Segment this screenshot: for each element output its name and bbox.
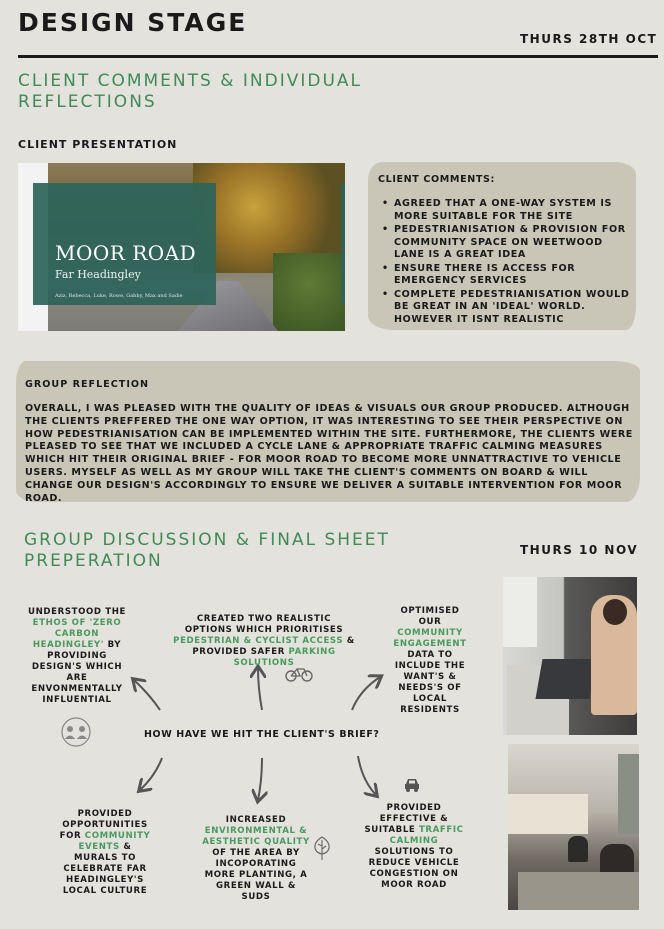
people-icon xyxy=(58,717,94,747)
group-working-photo xyxy=(503,577,637,735)
client-presentation-label: CLIENT PRESENTATION xyxy=(18,138,178,151)
window xyxy=(503,577,537,647)
arrow-to-options xyxy=(258,668,262,710)
node-text: OPTIMISED OUR xyxy=(400,606,460,627)
node-text: UNDERSTOOD THE xyxy=(28,607,126,617)
node-text: PROVIDED EFFECTIVE & SUITABLE xyxy=(364,803,449,835)
node-text: INCREASED xyxy=(225,815,287,825)
slide-title: MOOR ROAD xyxy=(55,241,197,265)
studio-photo xyxy=(508,744,639,910)
section1-heading-line1: CLIENT COMMENTS & INDIVIDUAL xyxy=(18,71,362,91)
car-icon xyxy=(403,777,421,793)
list-item: • COMPLETE PEDESTRIANISATION WOULD BE GREAT IN AN 'IDEAL' WORLD. HOWEVER IT ISNT REALISTIC xyxy=(380,289,630,327)
node-text: BY PROVIDING DESIGN'S WHICH ARE ENVONMENTALLY INFLUENTIAL xyxy=(31,640,123,705)
node-text: SOLUTIONS TO REDUCE VEHICLE CONGESTION ON MOOR ROAD xyxy=(368,847,460,890)
node-highlight: COMMUNITY EVENTS xyxy=(78,831,151,852)
section2-heading-line2: PREPERATION xyxy=(24,551,163,571)
node-text: DATA TO INCLUDE THE WANT'S & NEEDS'S OF LOCAL RESIDENTS xyxy=(394,650,466,715)
arrow-to-traffic xyxy=(358,756,376,795)
laptop xyxy=(535,659,596,699)
node-environment xyxy=(200,815,312,903)
arrow-to-environment xyxy=(258,758,262,800)
arrow-to-events xyxy=(140,758,162,790)
table xyxy=(518,872,639,910)
node-options xyxy=(172,614,356,669)
header-date: THURS 28TH OCT xyxy=(520,32,658,46)
bicycle-icon xyxy=(284,665,314,683)
node-text: & MURALS TO CELEBRATE FAR HEADINGLEY'S LOCAL CULTURE xyxy=(62,842,148,896)
node-ethos xyxy=(26,607,128,706)
node-highlight: PEDESTRIAN & CYCLIST ACCESS xyxy=(173,636,344,646)
pinned-sheets xyxy=(508,794,588,834)
section1-heading-line2: REFLECTIONS xyxy=(18,92,157,112)
list-item: • PEDESTRIANISATION & PROVISION FOR COMMUNITY SPACE ON WEETWOOD LANE IS A GREAT IDEA xyxy=(380,224,630,262)
person-hair xyxy=(603,599,627,625)
node-highlight: COMMUNITY ENGAGEMENT xyxy=(393,628,467,649)
node-highlight: TRAFFIC CALMING xyxy=(389,825,464,846)
leaf-icon xyxy=(310,834,334,862)
window xyxy=(618,754,639,834)
client-comments-label: CLIENT COMMENTS: xyxy=(378,174,495,185)
arrow-to-community xyxy=(352,677,380,710)
node-highlight: ETHOS OF 'ZERO CARBON HEADINGLEY' xyxy=(32,618,122,650)
list-item: • ENSURE THERE IS ACCESS FOR EMERGENCY SERVICES xyxy=(380,263,630,288)
section2-date: THURS 10 NOV xyxy=(520,543,639,557)
page-title: DESIGN STAGE xyxy=(18,8,248,37)
node-highlight: PARKING SOLUTIONS xyxy=(233,647,336,668)
node-highlight: ENVIRONMENTAL & AESTHETIC QUALITY xyxy=(202,826,310,847)
node-text: & PROVIDED SAFER xyxy=(192,636,355,657)
slide-names: Aziz, Rebecca, Luke, Rowe, Gabby, Max and Sadie xyxy=(55,293,183,299)
node-text: PROVIDED OPPORTUNITIES FOR xyxy=(59,809,148,841)
section2-heading-line1: GROUP DISCUSSION & FINAL SHEET xyxy=(24,530,390,550)
group-reflection-body: OVERALL, I WAS PLEASED WITH THE QUALITY OF IDEAS & VISUALS OUR GROUP PRODUCED. ALTHOUGH THE CLIENTS PREFFERED THE ONE WAY OPTION, IT WAS INTERESTING TO SEE THEIR PERSPECTIVE ON HOW PEDESTRIANISATION CAN BE IMPLEMENTED WITHIN THE SITE. FURTHERMORE, THE CLIENTS WERE PLEASED TO SEE THAT WE INCLUDED A CYCLE LANE & APPROPRIATE TRAFFIC CALMING MEASURES WHICH HIT THEIR ORIGINAL BRIEF - FOR MOOR ROAD TO BECOME MORE UNNATTRACTIVE TO VEHICLE USERS. MYSELF AS WELL AS MY GROUP WILL TAKE THE CLIENT'S COMMENTS ON BOARD & WILL CHANGE OUR DESIGN'S ACCORDINGLY TO ENSURE WE DELIVER A SUITABLE INTERVENTION FOR MOOR ROAD. xyxy=(25,403,633,504)
list-item: • AGREED THAT A ONE-WAY SYSTEM IS MORE SUITABLE FOR THE SITE xyxy=(380,198,630,223)
node-text: OF THE AREA BY INCOPORATING MORE PLANTING, A GREEN WALL & SUDS xyxy=(204,848,308,902)
person xyxy=(568,836,588,862)
center-question: HOW HAVE WE HIT THE CLIENT'S BRIEF? xyxy=(144,729,380,740)
node-traffic xyxy=(364,803,464,891)
slide-subtitle: Far Headingley xyxy=(55,268,141,281)
node-events xyxy=(56,809,154,897)
arrow-to-ethos xyxy=(134,680,160,710)
group-reflection-label: GROUP REFLECTION xyxy=(25,379,150,390)
node-text: CREATED TWO REALISTIC OPTIONS WHICH PRIORITISES xyxy=(184,614,344,635)
node-community xyxy=(390,606,470,716)
